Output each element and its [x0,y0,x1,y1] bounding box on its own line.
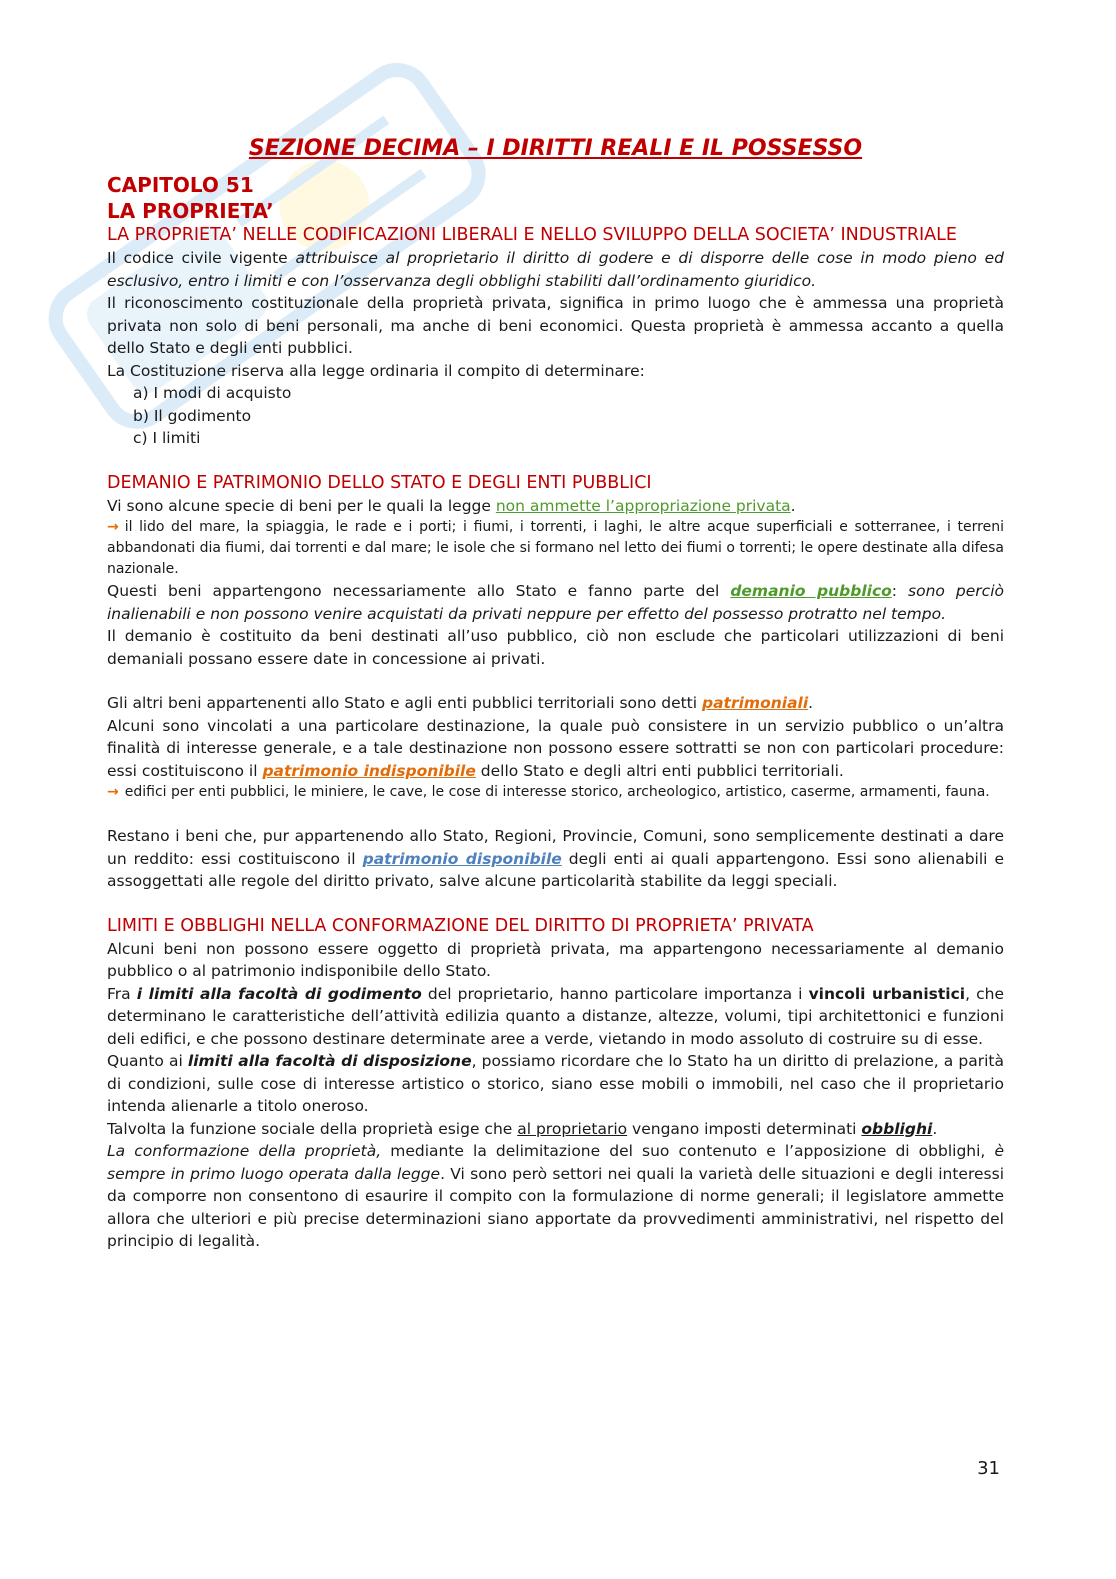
list-item: b) Il godimento [133,406,252,425]
paragraph: Gli altri beni appartenenti allo Stato e agli enti pubblici territoriali sono detti patrimoniali. [107,694,814,712]
paragraph: Questi beni appartengono necessariamente allo Stato e fanno parte del demanio pubblico: sono perciò inalienabili e non possono venire acquistati da privati neppure per effetto del possesso protratto nel tempo. [107,582,1004,623]
chapter-number: CAPITOLO 51 [107,173,254,197]
paragraph: Il riconoscimento costituzionale della proprietà privata, significa in primo luogo che è ammessa una proprietà privata non solo di beni personali, ma anche di beni economici. Questa proprietà è ammessa accanto a quella dello Stato e degli enti pubblici. [107,294,1004,357]
highlight-link: demanio pubblico [730,582,892,600]
section-heading-demanio: DEMANIO E PATRIMONIO DELLO STATO E DEGLI ENTI PUBBLICI [107,472,652,493]
paragraph: Alcuni sono vincolati a una particolare destinazione, la quale può consistere in un servizio pubblico o un’altra finalità di interesse generale, e a tale destinazione non possono essere sottratti se non con particolari procedure: essi costituiscono il patrimonio indisponibile dello Stato e degli altri enti pubblici territoriali. [107,716,1004,780]
paragraph: Fra i limiti alla facoltà di godimento del proprietario, hanno particolare importanza i vincoli urbanistici, che determinano le caratteristiche dell’attività edilizia quanto a distanze, altezze, volumi, tipi architettonici e funzioni deli edifici, e che possono destinare determinate aree a verde, vietando in modo assoluto di costruire su di esse. [107,984,1004,1048]
highlight-link: patrimonio indisponibile [262,761,476,780]
paragraph: Vi sono alcune specie di beni per le quali la legge non ammette l’appropriazione privata. [107,496,796,515]
paragraph: La Costituzione riserva alla legge ordinaria il compito di determinare: [107,361,645,380]
chapter-title: LA PROPRIETA’ [107,199,274,223]
paragraph: La conformazione della proprietà, mediante la delimitazione del suo contenuto e l’apposizione di obblighi, è sempre in primo luogo operata dalla legge. Vi sono però settori nei quali la varietà delle situazioni e degli interessi da comporre non consentono di esaurire il compito con la formulazione di norme generali; il legislatore ammette allora che ulteriori e più precise determinazioni siano apportate da provvedimenti amministrativi, nel rispetto del principio di legalità. [107,1142,1004,1250]
paragraph: Il codice civile vigente attribuisce al proprietario il diritto di godere e di disporre delle cose in modo pieno ed esclusivo, entro i limiti e con l’osservanza degli obblighi stabiliti dall’ordinamento giuridico. [107,249,1004,290]
list-item: a) I modi di acquisto [133,384,292,402]
highlight-link: patrimonio disponibile [362,849,562,868]
arrow-right-icon: → [107,519,119,535]
list-item: c) I limiti [133,429,201,447]
section-title: SEZIONE DECIMA – I DIRITTI REALI E IL POSSESSO [248,136,863,161]
page-number: 31 [977,1458,1000,1479]
determinations-list [107,382,1004,450]
section-heading-proprieta: LA PROPRIETA’ NELLE CODIFICAZIONI LIBERALI E NELLO SVILUPPO DELLA SOCIETA’ INDUSTRIALE [107,225,957,245]
paragraph: Quanto ai limiti alla facoltà di disposizione, possiamo ricordare che lo Stato ha un diritto di prelazione, a parità di condizioni, sulle cose di interesse artistico o storico, siano esse mobili o immobili, nel caso che il proprietario intenda alienarle a titolo oneroso. [107,1052,1004,1115]
example-paragraph: → edifici per enti pubblici, le miniere, le cave, le cose di interesse storico, archeologico, artistico, caserme, armamenti, fauna. [107,784,990,800]
highlight-link: patrimoniali [702,694,809,712]
paragraph: Il demanio è costituito da beni destinati all’uso pubblico, ciò non esclude che particolari utilizzazioni di beni demaniali possano essere date in concessione ai privati. [107,627,1004,668]
arrow-right-icon: → [107,784,119,800]
paragraph: Restano i beni che, pur appartenendo allo Stato, Regioni, Provincie, Comuni, sono semplicemente destinati a dare un reddito: essi costituiscono il patrimonio disponibile degli enti ai quali appartengono. Essi sono alienabili e assoggettati alle regole del diritto privato, salve alcune particolarità stabilite da leggi speciali. [107,827,1004,890]
highlight-link: non ammette l’appropriazione privata [495,496,791,515]
section-heading-limiti: LIMITI E OBBLIGHI NELLA CONFORMAZIONE DEL DIRITTO DI PROPRIETA’ PRIVATA [107,915,814,936]
document-page [107,128,1004,1253]
paragraph: Alcuni beni non possono essere oggetto di proprietà privata, ma appartengono necessariamente al demanio pubblico o al patrimonio indisponibile dello Stato. [107,939,1004,980]
example-paragraph: → il lido del mare, la spiaggia, le rade e i porti; i fiumi, i torrenti, i laghi, le altre acque superficiali e sotterranee, i terreni abbandonati dia fiumi, dai torrenti e dal mare; le isole che si formano nel letto dei fiumi o torrenti; le opere destinate alla difesa nazionale. [107,519,1004,577]
paragraph: Talvolta la funzione sociale della proprietà esige che al proprietario vengano imposti determinati obblighi. [107,1119,938,1138]
